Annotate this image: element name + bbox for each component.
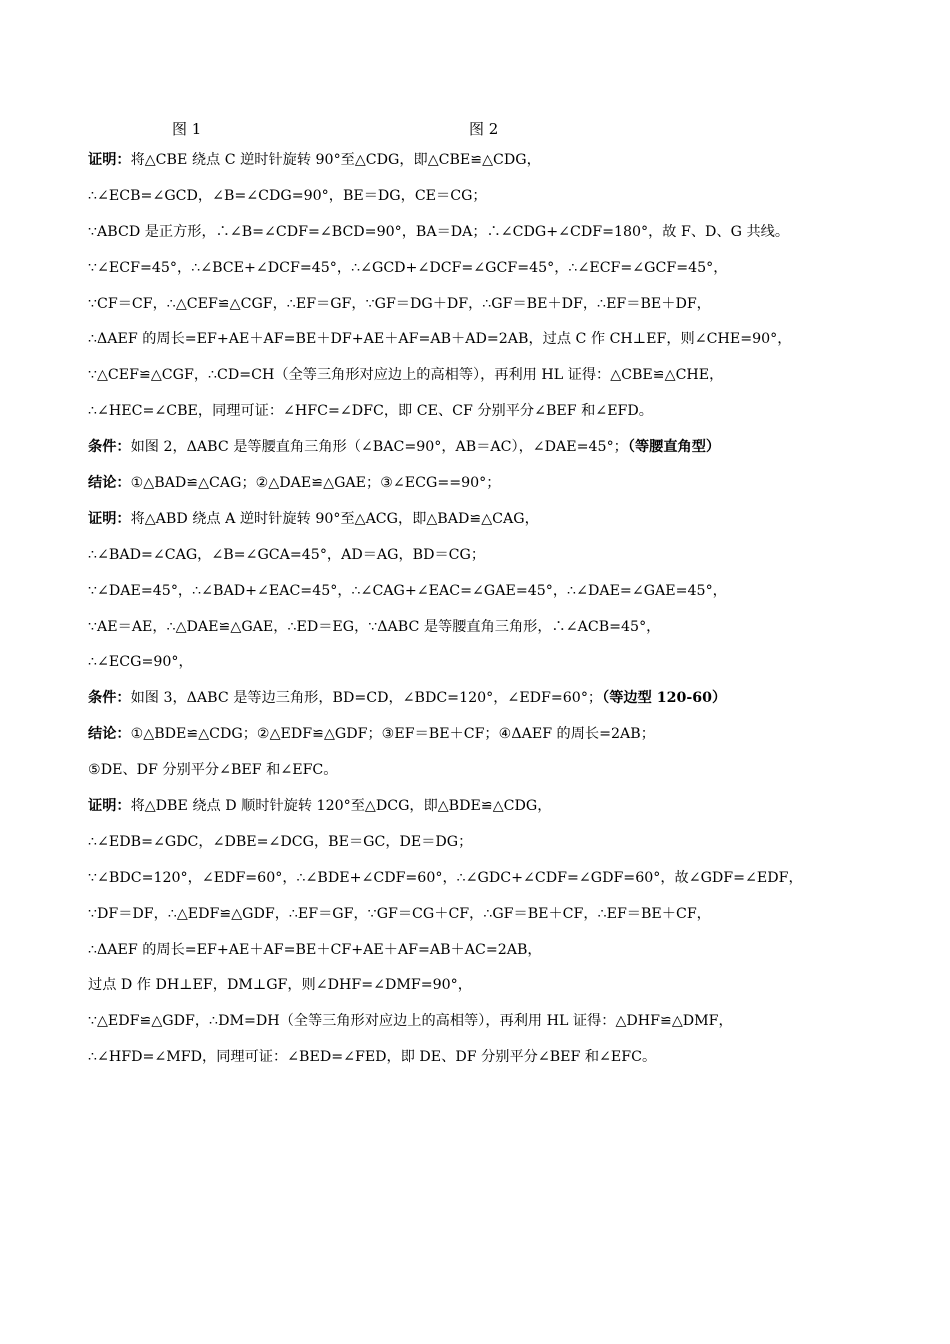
line-label: 结论： — [88, 475, 131, 492]
line-text: ∵CF＝CF，∴△CEF≌△CGF，∴EF＝GF，∵GF＝DG＋DF，∴GF＝BE＋DF，∴EF＝BE＋DF， — [88, 295, 711, 312]
line-label: 证明： — [88, 510, 131, 527]
figure-2-caption: 图 2 — [469, 120, 499, 138]
text-line — [88, 325, 888, 361]
line-text: ∴∠ECB=∠GCD，∠B=∠CDG=90°，BE＝DG，CE＝CG； — [88, 187, 487, 204]
text-line — [88, 1007, 888, 1043]
text-line — [88, 182, 888, 218]
line-text: ∵DF＝DF，∴△EDF≌△GDF，∴EF＝GF，∵GF＝CG＋CF，∴GF＝BE＋CF，∴EF＝BE＋CF， — [88, 905, 711, 922]
line-text: 将△DBE 绕点 D 顺时针旋转 120°至△DCG，即△BDE≌△CDG， — [130, 798, 552, 815]
text-line — [88, 397, 888, 433]
text-line — [88, 828, 888, 864]
text-line — [88, 254, 888, 290]
line-text: 过点 D 作 DH⊥EF，DM⊥GF，则∠DHF=∠DMF=90°， — [88, 977, 472, 994]
text-line — [88, 864, 888, 900]
text-line — [88, 684, 888, 720]
line-label: 条件： — [88, 690, 131, 707]
line-text: ∴∠HEC=∠CBE，同理可证：∠HFC=∠DFC，即 CE、CF 分别平分∠BEF 和∠EFD。 — [88, 403, 653, 420]
line-text: ∴ΔAEF 的周长=EF+AE＋AF=BE＋CF+AE＋AF=AB＋AC=2AB， — [88, 941, 542, 958]
line-text: ⑤DE、DF 分别平分∠BEF 和∠EFC。 — [88, 762, 338, 779]
text-line — [88, 218, 888, 254]
line-text: ∵∠ECF=45°，∴∠BCE+∠DCF=45°，∴∠GCD+∠DCF=∠GCF=45°，∴∠ECF=∠GCF=45°， — [88, 259, 728, 276]
text-line — [88, 936, 888, 972]
line-text: 如图 3，ΔABC 是等边三角形，BD=CD，∠BDC=120°，∠EDF=60°； — [130, 690, 603, 707]
figure-captions — [0, 118, 950, 142]
line-text: ∵∠BDC=120°，∠EDF=60°，∴∠BDE+∠CDF=60°，∴∠GDC+∠CDF=∠GDF=60°，故∠GDF=∠EDF， — [88, 869, 803, 886]
text-line — [88, 613, 888, 649]
text-line — [88, 290, 888, 326]
text-line — [88, 756, 888, 792]
text-line — [88, 900, 888, 936]
text-line — [88, 361, 888, 397]
line-label: 结论： — [88, 726, 131, 743]
line-text: ∴∠HFD=∠MFD，同理可证：∠BED=∠FED，即 DE、DF 分别平分∠BEF 和∠EFC。 — [88, 1049, 657, 1066]
line-text: 将△CBE 绕点 C 逆时针旋转 90°至△CDG，即△CBE≌△CDG， — [130, 152, 541, 168]
text-line — [88, 577, 888, 613]
line-text: ①△BDE≌△CDG；②△EDF≌△GDF；③EF＝BE＋CF；④ΔAEF 的周长=2AB； — [130, 726, 655, 743]
line-text: ∴∠BAD=∠CAG，∠B=∠GCA=45°，AD＝AG，BD＝CG； — [88, 546, 486, 563]
line-text: ∵∠DAE=45°，∴∠BAD+∠EAC=45°，∴∠CAG+∠EAC=∠GAE=45°，∴∠DAE=∠GAE=45°， — [88, 582, 727, 599]
figure-1-caption: 图 1 — [172, 120, 202, 138]
line-text: ∵△EDF≌△GDF，∴DM=DH（全等三角形对应边上的高相等），再利用 HL 证得：△DHF≌△DMF， — [88, 1013, 733, 1030]
line-text: ①△BAD≌△CAG；②△DAE≌△GAE；③∠ECG==90°； — [130, 475, 501, 492]
text-line — [88, 971, 888, 1007]
line-text: ∴∠EDB=∠GDC，∠DBE=∠DCG，BE＝GC，DE＝DG； — [88, 833, 473, 850]
line-tag: （等腰直角型） — [627, 439, 721, 456]
line-text: ∵△CEF≌△CGF，∴CD=CH（全等三角形对应边上的高相等），再利用 HL 证得：△CBE≌△CHE， — [88, 367, 724, 384]
text-line — [88, 648, 888, 684]
text-line — [88, 433, 888, 469]
line-label: 证明： — [88, 152, 131, 168]
line-label: 证明： — [88, 798, 131, 815]
text-line — [88, 792, 888, 828]
line-label: 条件： — [88, 439, 131, 456]
proof-text-body — [88, 146, 888, 1079]
line-text: ∵ABCD 是正方形，∴∠B=∠CDF=∠BCD=90°，BA＝DA；∴∠CDG+∠CDF=180°，故 F、D、G 共线。 — [88, 223, 790, 240]
line-tag: （等边型 120-60） — [602, 690, 727, 707]
line-text: 将△ABD 绕点 A 逆时针旋转 90°至△ACG，即△BAD≌△CAG， — [130, 510, 539, 527]
text-line — [88, 541, 888, 577]
text-line — [88, 469, 888, 505]
line-text: 如图 2，ΔABC 是等腰直角三角形（∠BAC=90°，AB＝AC），∠DAE=45°； — [130, 439, 628, 456]
line-text: ∴ΔAEF 的周长=EF+AE＋AF=BE＋DF+AE＋AF=AB＋AD=2AB，过点 C 作 CH⊥EF，则∠CHE=90°， — [88, 331, 792, 348]
text-line — [88, 146, 888, 182]
line-text: ∴∠ECG=90°， — [88, 654, 193, 671]
text-line — [88, 1043, 888, 1079]
text-line — [88, 505, 888, 541]
line-text: ∵AE＝AE，∴△DAE≌△GAE，∴ED＝EG，∵ΔABC 是等腰直角三角形，∴∠ACB=45°， — [88, 618, 661, 635]
text-line — [88, 720, 888, 756]
